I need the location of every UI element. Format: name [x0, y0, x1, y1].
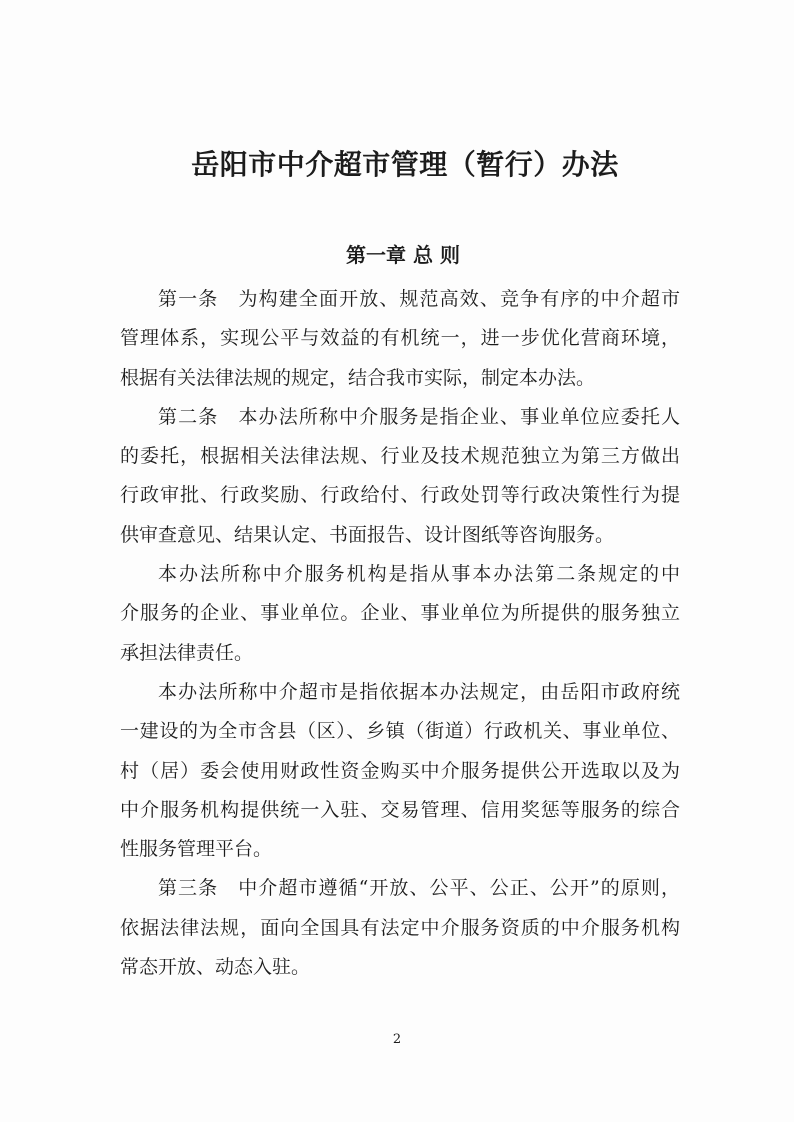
document-title: 岳阳市中介超市管理（暂行）办法 — [191, 148, 619, 181]
paragraph-line: 介服务的企业、事业单位。企业、事业单位为所提供的服务独立 — [120, 602, 680, 625]
paragraph-line: 本办法所称中介服务机构是指从事本办法第二条规定的中 — [158, 563, 680, 586]
paragraph-line: 行政审批、行政奖励、行政给付、行政处罚等行政决策性行为提 — [120, 484, 680, 507]
paragraph-line: 根据有关法律法规的规定，结合我市实际，制定本办法。 — [120, 366, 596, 389]
paragraph-line: 第二条 本办法所称中介服务是指企业、事业单位应委托人 — [158, 405, 680, 428]
chapter-heading: 第一章 总 则 — [346, 243, 460, 267]
paragraph-line: 的委托，根据相关法律法规、行业及技术规范独立为第三方做出 — [120, 445, 680, 468]
article-paragraph — [120, 280, 680, 398]
article-paragraph — [120, 673, 680, 869]
paragraph-line: 中介服务机构提供统一入驻、交易管理、信用奖惩等服务的综合 — [120, 798, 680, 821]
paragraph-line: 管理体系，实现公平与效益的有机统一，进一步优化营商环境， — [120, 327, 680, 350]
paragraph-line: 一建设的为全市含县（区）、乡镇（街道）行政机关、事业单位、 — [120, 720, 680, 743]
page-number: 2 — [392, 1032, 402, 1047]
paragraph-line: 本办法所称中介超市是指依据本办法规定，由岳阳市政府统 — [158, 680, 680, 703]
document-body — [120, 280, 680, 987]
paragraph-line: 常态开放、动态入驻。 — [120, 956, 311, 979]
article-paragraph — [120, 555, 680, 673]
article-paragraph — [120, 869, 680, 987]
paragraph-line: 第一条 为构建全面开放、规范高效、竞争有序的中介超市 — [158, 288, 680, 310]
paragraph-line: 第三条 中介超市遵循“开放、公平、公正、公开”的原则， — [158, 877, 680, 900]
paragraph-line: 供审查意见、结果认定、书面报告、设计图纸等咨询服务。 — [120, 523, 615, 546]
paragraph-line: 性服务管理平台。 — [120, 838, 273, 861]
paragraph-line: 承担法律责任。 — [120, 641, 254, 664]
paragraph-line: 村（居）委会使用财政性资金购买中介服务提供公开选取以及为 — [120, 759, 680, 782]
article-paragraph — [120, 398, 680, 555]
paragraph-line: 依据法律法规，面向全国具有法定中介服务资质的中介服务机构 — [120, 916, 680, 939]
